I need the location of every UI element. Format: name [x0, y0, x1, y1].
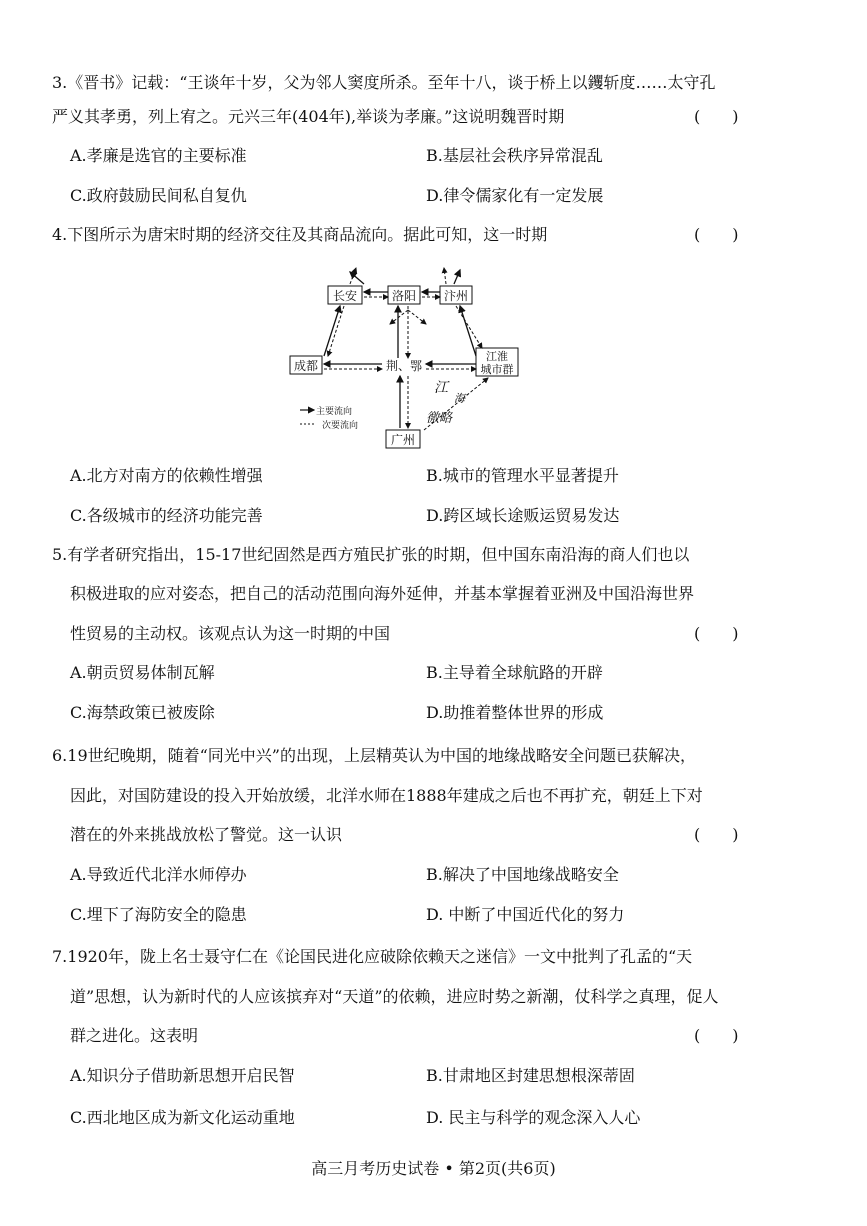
- q6-option-b[interactable]: B.解决了中国地缘战略安全: [426, 865, 619, 884]
- trade-flow-map: [284, 264, 528, 454]
- q4-stem-line1: 4.下图所示为唐宋时期的经济交往及其商品流向。据此可知，这一时期: [52, 225, 548, 244]
- city-box-chengdu: [290, 356, 322, 374]
- city-box-bianzhou: [440, 286, 472, 304]
- q3-answer-paren[interactable]: ( ): [694, 107, 739, 126]
- q5-stem-line3: 性贸易的主动权。该观点认为这一时期的中国: [70, 624, 391, 643]
- city-label-luoyang: 洛阳: [391, 289, 417, 303]
- q5-option-c[interactable]: C.海禁政策已被废除: [70, 703, 215, 722]
- city-box-changan: [328, 286, 362, 304]
- q7-option-a[interactable]: A.知识分子借助新思想开启民智: [70, 1066, 295, 1085]
- q6-option-a[interactable]: A.导致近代北洋水师停办: [70, 865, 247, 884]
- q7-stem-line3: 群之进化。这表明: [70, 1026, 199, 1045]
- q5-option-d[interactable]: D.助推着整体世界的形成: [426, 703, 604, 722]
- page-footer: 高三月考历史试卷 • 第2页(共6页): [311, 1159, 556, 1178]
- q7-option-d[interactable]: D. 民主与科学的观念深入人心: [426, 1108, 641, 1127]
- north-flow-arrow: [454, 270, 460, 284]
- legend-main-label: 主要流向: [316, 407, 353, 417]
- q4-option-d[interactable]: D.跨区域长途贩运贸易发达: [426, 506, 620, 525]
- city-label-chengdu: 成都: [293, 359, 319, 373]
- route-label-hai: 海: [454, 392, 465, 405]
- city-box-guangzhou: [386, 430, 420, 448]
- q7-stem-line2: 道”思想，认为新时代的人应该摈弃对“天道”的依赖，进应时势之新潮，仗科学之真理，促人: [70, 987, 719, 1006]
- q5-option-a[interactable]: A.朝贡贸易体制瓦解: [70, 663, 215, 682]
- q3-option-a[interactable]: A.孝廉是选官的主要标准: [70, 146, 247, 165]
- q3-option-c[interactable]: C.政府鼓励民间私自复仇: [70, 186, 247, 205]
- q7-option-c[interactable]: C.西北地区成为新文化运动重地: [70, 1108, 295, 1127]
- q6-answer-paren[interactable]: ( ): [694, 825, 739, 844]
- q5-answer-paren[interactable]: ( ): [694, 624, 739, 643]
- q6-option-d[interactable]: D. 中断了中国近代化的努力: [426, 905, 625, 924]
- city-label-changan: 长安: [332, 289, 358, 303]
- route-label-jiaolue: 徼略: [426, 411, 453, 426]
- q3-option-d[interactable]: D.律令儒家化有一定发展: [426, 186, 604, 205]
- route-label-jiang: 江: [434, 380, 448, 396]
- q7-stem-line1: 7.1920年，陇上名士聂守仁在《论国民进化应破除依赖天之迷信》一文中批判了孔孟的“天: [52, 947, 693, 966]
- q6-option-c[interactable]: C.埋下了海防安全的隐患: [70, 905, 247, 924]
- city-label-jianghuai-bottom: 城市群: [480, 363, 514, 376]
- q5-option-b[interactable]: B.主导着全球航路的开辟: [426, 663, 603, 682]
- q4-answer-paren[interactable]: ( ): [694, 225, 739, 244]
- q4-option-a[interactable]: A.北方对南方的依赖性增强: [70, 466, 263, 485]
- q3-stem-line1: 3.《晋书》记载：“王谈年十岁，父为邻人窦度所杀。至年十八，谈于桥上以钁斩度……太守孔: [52, 73, 716, 92]
- legend-minor-label: 次要流向: [322, 421, 359, 431]
- q7-answer-paren[interactable]: ( ): [694, 1026, 739, 1045]
- q5-stem-line1: 5.有学者研究指出，15-17世纪固然是西方殖民扩张的时期，但中国东南沿海的商人们也以: [52, 545, 690, 564]
- q4-option-c[interactable]: C.各级城市的经济功能完善: [70, 506, 263, 525]
- q6-stem-line2: 因此，对国防建设的投入开始放缓，北洋水师在1888年建成之后也不再扩充，朝廷上下对: [70, 786, 703, 805]
- q6-stem-line1: 6.19世纪晚期，随着“同光中兴”的出现，上层精英认为中国的地缘战略安全问题已获解决，: [52, 746, 696, 765]
- city-box-jianghuai: [476, 348, 518, 376]
- q7-option-b[interactable]: B.甘肃地区封建思想根深蒂固: [426, 1066, 635, 1085]
- q6-stem-line3: 潜在的外来挑战放松了警觉。这一认识: [70, 825, 343, 844]
- q3-option-b[interactable]: B.基层社会秩序异常混乱: [426, 146, 603, 165]
- city-label-jing-e: 荆、鄂: [385, 359, 423, 373]
- city-label-jianghuai-top: 江淮: [486, 350, 508, 363]
- city-box-luoyang: [388, 286, 420, 304]
- q4-option-b[interactable]: B.城市的管理水平显著提升: [426, 466, 619, 485]
- city-label-guangzhou: 广州: [390, 433, 416, 447]
- city-label-bianzhou: 汴州: [443, 289, 469, 303]
- q5-stem-line2: 积极进取的应对姿态，把自己的活动范围向海外延伸，并基本掌握着亚洲及中国沿海世界: [70, 584, 695, 603]
- q3-stem-line2: 严义其孝勇，列上宥之。元兴三年(404年),举谈为孝廉。”这说明魏晋时期: [52, 107, 565, 126]
